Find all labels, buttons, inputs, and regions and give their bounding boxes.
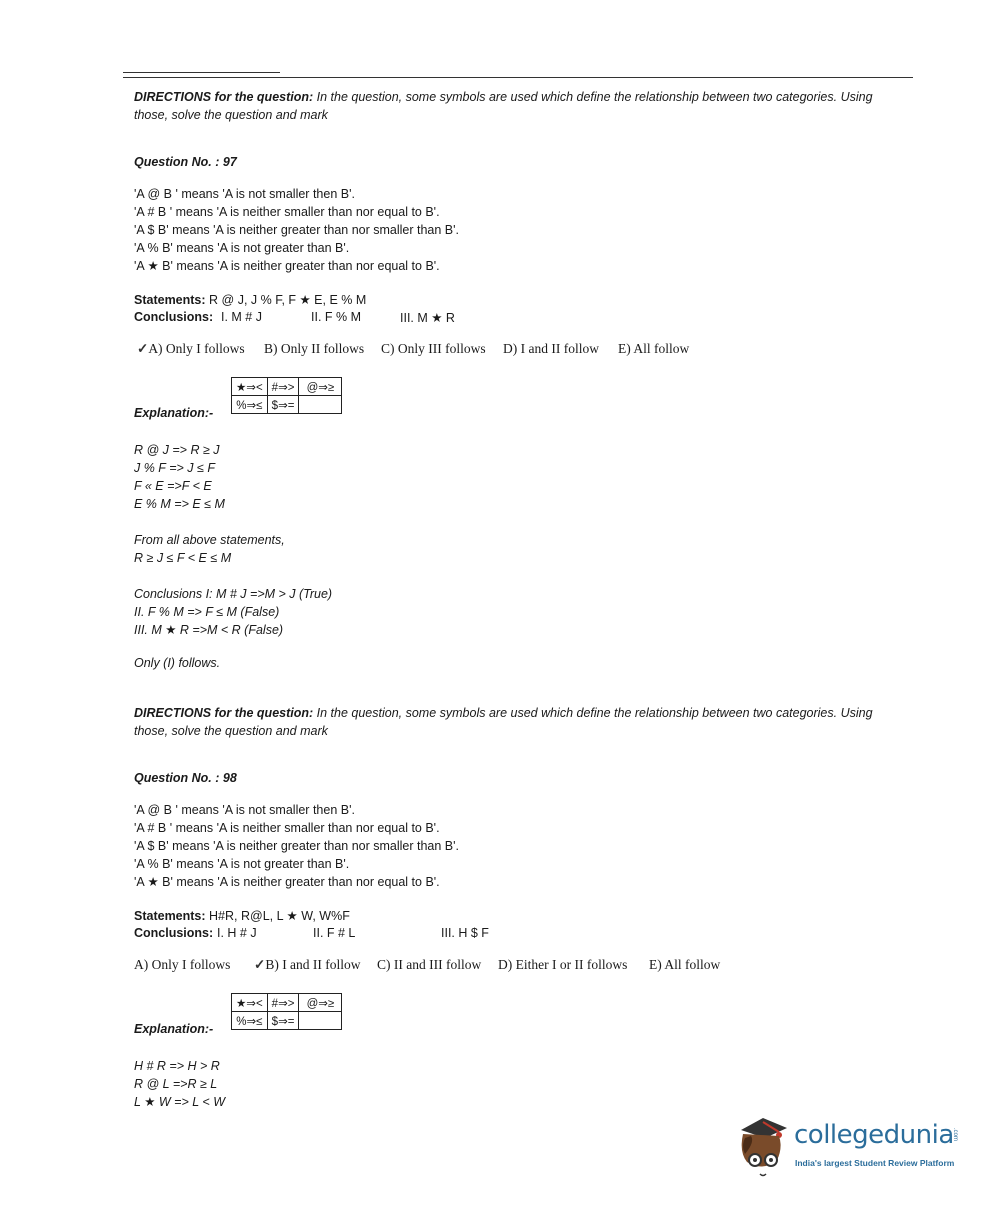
option-a: A) Only I follows xyxy=(134,957,231,972)
option-d: D) I and II follow xyxy=(503,341,599,356)
directions-text: In the question, some symbols are used which define the relationship between two categories. Using those, solve the question and mark xyxy=(134,706,873,738)
option-e: E) All follow xyxy=(649,957,721,972)
header-rule xyxy=(123,77,913,78)
conclusion-2: II. F % M xyxy=(311,310,361,324)
symbol-cell: %⇒≤ xyxy=(232,396,268,414)
conclusion-checks-97 xyxy=(134,585,332,639)
statements-label: Statements: xyxy=(134,293,206,307)
summary-intro: From all above statements, xyxy=(134,533,285,547)
statements-text: R @ J, J % F, F ★ E, E % M xyxy=(209,293,367,307)
definition: 'A % B' means 'A is not greater than B'. xyxy=(134,241,350,255)
question-number-97: Question No. : 97 xyxy=(134,155,237,169)
final-answer-97: Only (I) follows. xyxy=(134,656,221,670)
symbol-cell: @⇒≥ xyxy=(299,994,342,1012)
symbol-cell: @⇒≥ xyxy=(299,378,342,396)
option-c: C) Only III follows xyxy=(381,341,486,356)
directions-q98 xyxy=(134,704,909,740)
logo-tagline: India's largest Student Review Platform xyxy=(795,1158,955,1168)
mascot-logo-icon xyxy=(733,1108,795,1178)
directions-label: DIRECTIONS for the question: xyxy=(134,90,314,104)
step: H # R => H > R xyxy=(134,1059,220,1073)
option-b: ✓B) I and II follow xyxy=(254,957,361,972)
directions-label: DIRECTIONS for the question: xyxy=(134,706,314,720)
definition: 'A ★ B' means 'A is neither greater than nor equal to B'. xyxy=(134,259,440,273)
explanation-steps-97 xyxy=(134,441,225,513)
conclusion-1: I. H # J xyxy=(217,926,257,940)
definitions-98 xyxy=(134,801,459,891)
step: L ★ W => L < W xyxy=(134,1095,225,1109)
conclusions-label: Conclusions: xyxy=(134,310,214,324)
symbol-cell: $⇒= xyxy=(267,1012,299,1030)
explanation-label-97: Explanation:- xyxy=(134,406,214,420)
conclusion-check: II. F % M => F ≤ M (False) xyxy=(134,605,280,619)
step: R @ L =>R ≥ L xyxy=(134,1077,218,1091)
option-a: ✓A) Only I follows xyxy=(137,341,245,356)
symbol-cell xyxy=(299,396,342,414)
symbol-cell: ★⇒< xyxy=(232,994,268,1012)
definition: 'A # B ' means 'A is neither smaller than nor equal to B'. xyxy=(134,821,440,835)
conclusion-3: III. H $ F xyxy=(441,926,489,940)
statements-98 xyxy=(134,908,350,923)
tick-icon: ✓ xyxy=(254,957,266,972)
option-b: B) Only II follows xyxy=(264,341,365,356)
symbol-cell: #⇒> xyxy=(267,994,299,1012)
directions-q97 xyxy=(134,88,909,124)
summary-chain: R ≥ J ≤ F < E ≤ M xyxy=(134,551,232,565)
definition: 'A @ B ' means 'A is not smaller then B'. xyxy=(134,803,355,817)
step: J % F => J ≤ F xyxy=(134,461,215,475)
question-number-98: Question No. : 98 xyxy=(134,771,237,785)
symbol-table-98 xyxy=(231,993,342,1030)
definition: 'A $ B' means 'A is neither greater than nor smaller than B'. xyxy=(134,223,459,237)
conclusion-2: II. F # L xyxy=(313,926,356,940)
conclusions-98 xyxy=(134,926,213,940)
statements-97 xyxy=(134,292,366,307)
definitions-97 xyxy=(134,185,459,275)
tick-icon: ✓ xyxy=(137,341,149,356)
explanation-label-98: Explanation:- xyxy=(134,1022,214,1036)
explanation-steps-98 xyxy=(134,1057,225,1111)
definition: 'A $ B' means 'A is neither greater than nor smaller than B'. xyxy=(134,839,459,853)
definition: 'A @ B ' means 'A is not smaller then B'. xyxy=(134,187,355,201)
logo-wordmark: collegedunia xyxy=(794,1120,954,1150)
summary-97 xyxy=(134,531,285,567)
statements-text: H#R, R@L, L ★ W, W%F xyxy=(209,909,350,923)
step: F « E =>F < E xyxy=(134,479,212,493)
definition: 'A ★ B' means 'A is neither greater than nor equal to B'. xyxy=(134,875,440,889)
symbol-cell: $⇒= xyxy=(267,396,299,414)
option-d: D) Either I or II follows xyxy=(498,957,628,972)
symbol-cell: ★⇒< xyxy=(232,378,268,396)
header-rule-short xyxy=(123,72,280,73)
definition: 'A % B' means 'A is not greater than B'. xyxy=(134,857,350,871)
conclusions-label: Conclusions: xyxy=(134,926,214,940)
conclusion-3: III. M ★ R xyxy=(400,311,455,325)
symbol-cell: #⇒> xyxy=(267,378,299,396)
symbol-cell: %⇒≤ xyxy=(232,1012,268,1030)
option-c: C) II and III follow xyxy=(377,957,482,972)
conclusion-check: III. M ★ R =>M < R (False) xyxy=(134,623,284,637)
symbol-table-97 xyxy=(231,377,342,414)
conclusions-97 xyxy=(134,310,213,324)
logo-suffix: .com xyxy=(952,1128,958,1142)
symbol-cell xyxy=(299,1012,342,1030)
definition: 'A # B ' means 'A is neither smaller than nor equal to B'. xyxy=(134,205,440,219)
option-e: E) All follow xyxy=(618,341,690,356)
statements-label: Statements: xyxy=(134,909,206,923)
directions-text: In the question, some symbols are used which define the relationship between two categories. Using those, solve the question and mark xyxy=(134,90,873,122)
step: E % M => E ≤ M xyxy=(134,497,225,511)
step: R @ J => R ≥ J xyxy=(134,443,220,457)
conclusion-1: I. M # J xyxy=(221,310,262,324)
conclusion-check: Conclusions I: M # J =>M > J (True) xyxy=(134,587,333,601)
